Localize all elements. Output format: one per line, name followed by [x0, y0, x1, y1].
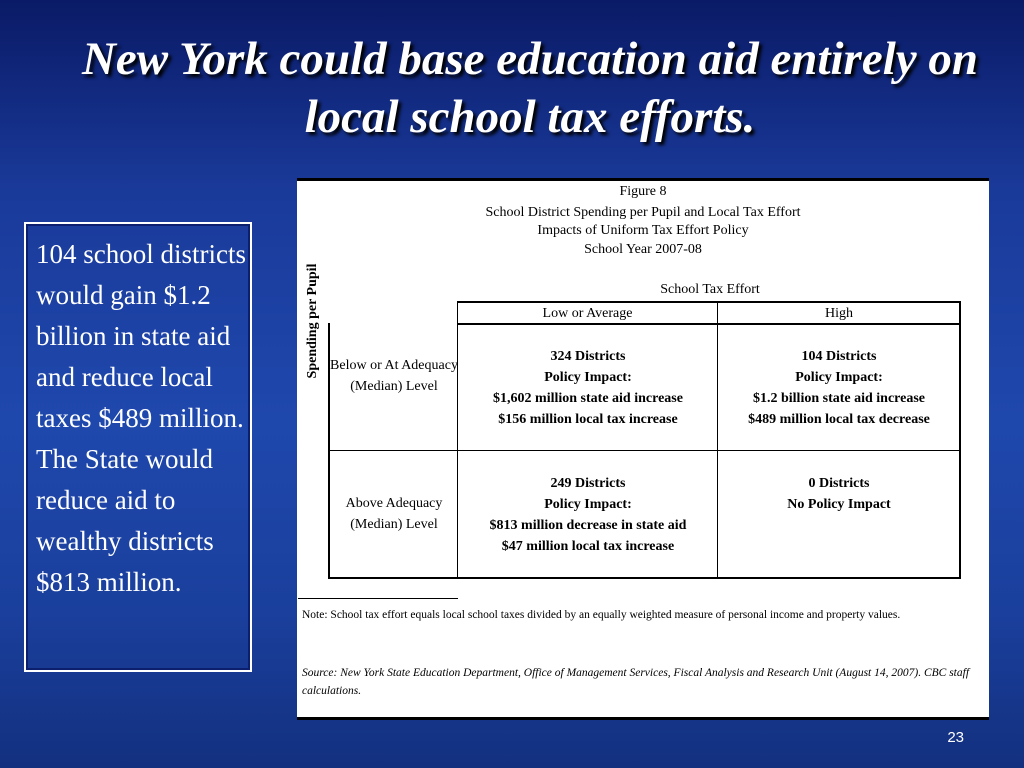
figure-note: Note: School tax effort equals local school taxes divided by an equally weighted measure of personal income and property values.	[302, 609, 901, 621]
table-right-rule	[959, 301, 961, 579]
cell-line: $1,602 million state aid increase	[493, 391, 683, 406]
column-header-low: Low or Average	[542, 306, 633, 321]
cell-line: $489 million local tax decrease	[748, 412, 930, 427]
cell-line: $47 million local tax increase	[501, 539, 675, 554]
cell-line: $1.2 billion state aid increase	[752, 391, 926, 406]
table-row-divider	[330, 450, 961, 451]
cell-below-high	[718, 346, 960, 430]
cell-line: 0 Districts	[808, 476, 870, 491]
cell-line: $813 million decrease in state aid	[489, 518, 687, 533]
slide-title: New York could base education aid entirely on local school tax efforts.	[81, 33, 979, 143]
cell-above-high	[718, 473, 960, 515]
cell-line: Policy Impact:	[795, 370, 883, 385]
figure-subtitle: Impacts of Uniform Tax Effort Policy	[537, 223, 749, 238]
figure-panel	[297, 178, 989, 720]
table-header-rule	[458, 323, 961, 325]
figure-source: Source: New York State Education Department, Office of Management Services, Fiscal Analysis and Research Unit (August 14, 2007). CBC staff calculations.	[302, 667, 970, 697]
table-bottom-rule	[330, 577, 961, 579]
cell-line: 249 Districts	[550, 476, 626, 491]
cell-line: 104 Districts	[801, 349, 877, 364]
row-label-above: Above Adequacy (Median) Level	[345, 496, 443, 532]
column-group-header: School Tax Effort	[660, 282, 760, 297]
cell-line: Policy Impact:	[544, 497, 632, 512]
column-header-high: High	[825, 306, 853, 321]
figure-title: School District Spending per Pupil and Local Tax Effort	[485, 205, 801, 220]
figure-year: School Year 2007-08	[584, 242, 702, 257]
row-label-below: Below or At Adequacy (Median) Level	[330, 358, 458, 394]
cell-line: Policy Impact:	[544, 370, 632, 385]
note-divider	[298, 598, 458, 599]
summary-text-box: 104 school districts would gain $1.2 billion in state aid and reduce local taxes $489 million. The State would reduce aid to wealthy districts $813 million.	[24, 222, 252, 672]
cell-line: No Policy Impact	[787, 497, 891, 512]
cell-line: 324 Districts	[550, 349, 626, 364]
figure-label: Figure 8	[619, 184, 667, 199]
cell-above-low	[458, 473, 718, 557]
table-top-rule	[458, 301, 961, 303]
cell-below-low	[458, 346, 718, 430]
cell-line: $156 million local tax increase	[498, 412, 678, 427]
page-number: 23	[947, 729, 964, 746]
row-axis-label: Spending per Pupil	[305, 263, 320, 379]
